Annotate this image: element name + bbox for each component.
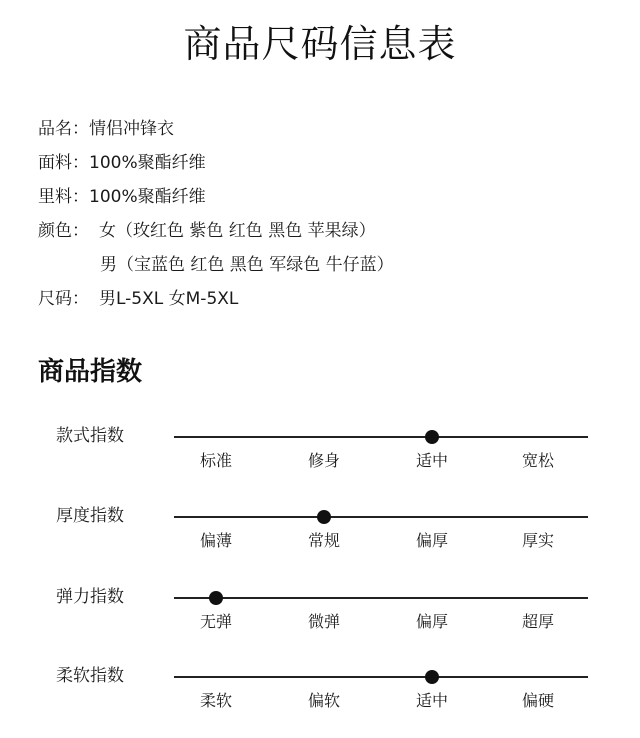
scale-label: 厚度指数: [56, 506, 124, 526]
scale-option: 超厚: [521, 612, 554, 631]
scale-softness: [0, 666, 640, 736]
info-row-color-male: [38, 248, 394, 282]
info-value: 100%聚酯纤维: [89, 153, 206, 173]
scale-indicator-dot: [425, 670, 439, 684]
scale-option: 微弹: [307, 612, 340, 631]
info-row-fabric: [38, 146, 394, 180]
info-row-lining: [38, 180, 394, 214]
info-value: 100%聚酯纤维: [89, 187, 206, 207]
scale-line: [174, 676, 588, 678]
scale-line: [174, 597, 588, 599]
scale-option: 宽松: [521, 451, 554, 470]
info-label: 里料：: [38, 187, 89, 207]
scale-option: 柔软: [199, 691, 232, 710]
product-info: [38, 112, 394, 316]
info-value: 女（玫红色 紫色 红色 黑色 苹果绿）: [99, 221, 376, 241]
info-value: 情侣冲锋衣: [89, 119, 174, 139]
scale-option: 常规: [307, 531, 340, 550]
scale-option: 无弹: [199, 612, 232, 631]
scale-label: 款式指数: [56, 426, 124, 446]
scale-option: 修身: [307, 451, 340, 470]
scale-option: 偏薄: [199, 531, 232, 550]
info-label: 品名：: [38, 119, 89, 139]
info-label: 尺码：: [38, 289, 89, 309]
info-label: 颜色：: [38, 221, 89, 241]
info-row-size: [38, 282, 394, 316]
scale-option: 标准: [199, 451, 232, 470]
scale-option: 偏厚: [415, 531, 448, 550]
scale-option: 厚实: [521, 531, 554, 550]
scale-label: 弹力指数: [56, 587, 124, 607]
section-title: 商品指数: [38, 357, 143, 387]
info-label: 面料：: [38, 153, 89, 173]
scale-option: 偏软: [307, 691, 340, 710]
scale-style: [0, 426, 640, 496]
scale-indicator-dot: [317, 510, 331, 524]
scale-line: [174, 516, 588, 518]
info-row-color: [38, 214, 394, 248]
info-value: 男（宝蓝色 红色 黑色 军绿色 牛仔蓝）: [100, 255, 394, 275]
scale-option: 适中: [415, 451, 448, 470]
info-row-name: [38, 112, 394, 146]
scale-option: 偏硬: [521, 691, 554, 710]
scale-option: 适中: [415, 691, 448, 710]
scale-elasticity: [0, 587, 640, 657]
scale-thickness: [0, 506, 640, 576]
info-value: 男L-5XL 女M-5XL: [99, 289, 239, 309]
scale-option: 偏厚: [415, 612, 448, 631]
scale-indicator-dot: [425, 430, 439, 444]
page-title: 商品尺码信息表: [183, 22, 457, 66]
scale-indicator-dot: [209, 591, 223, 605]
scale-line: [174, 436, 588, 438]
scale-label: 柔软指数: [56, 666, 124, 686]
